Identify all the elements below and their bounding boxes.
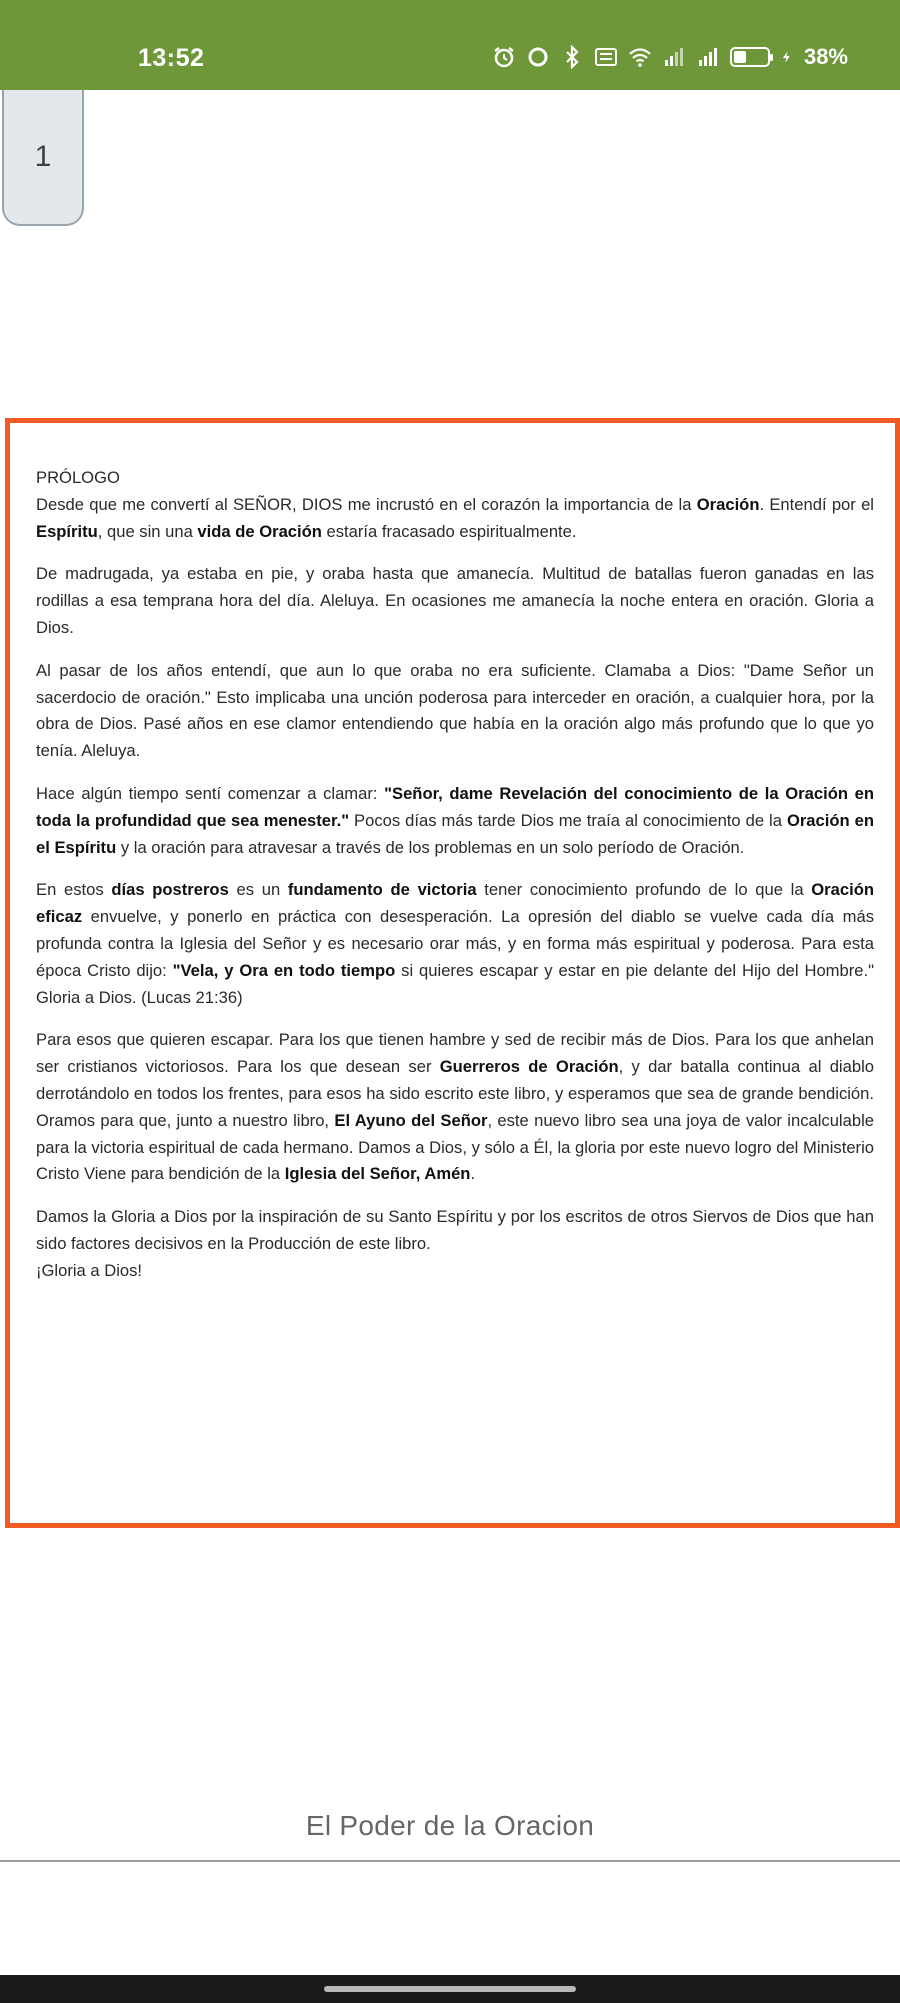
text-run: Hace algún tiempo sentí comenzar a clamar: bbox=[36, 783, 385, 803]
bold-run: "Señor, dame Revelación del conocimiento de la Oración en toda la profundidad que sea menester." bbox=[36, 783, 874, 830]
status-bar bbox=[0, 0, 900, 90]
bold-run: fundamento de victoria bbox=[287, 880, 477, 900]
closing-line: ¡Gloria a Dios! bbox=[36, 1260, 143, 1280]
text-run: , este nuevo libro sea una joya de valor incalculable para la victoria espiritual de cada hermano. Damos a Dios, y sólo a Él, la gloria por este nuevo logro del Ministerio Cristo Viene para bendición de la bbox=[36, 1110, 874, 1184]
paragraph-5 bbox=[36, 877, 874, 1011]
bold-run: Guerreros de Oración bbox=[439, 1057, 619, 1077]
text-run: si quieres escapar y estar en pie delante del Hijo del Hombre." Gloria a Dios. (Lucas 21:36) bbox=[36, 960, 874, 1007]
charging-icon bbox=[780, 45, 794, 69]
prologue-heading: PRÓLOGO bbox=[36, 468, 120, 487]
page-number: 1 bbox=[34, 140, 52, 173]
document-text bbox=[36, 465, 874, 1285]
paragraph-3: Al pasar de los años entendí, que aun lo que oraba no era suficiente. Clamaba a Dios: "Dame Señor un sacerdocio de oración." Esto implicaba una unción poderosa para interceder en oración, a cualquier hora, por la obra de Dios. Pasé años en ese clamor entendiendo que había en la oración algo más profundo que lo que yo tenía. Aleluya. bbox=[36, 660, 874, 761]
data-speed-icon bbox=[594, 45, 618, 69]
text-run: y la oración para atravesar a través de los problemas en un solo período de Oración. bbox=[116, 837, 745, 857]
bold-run: Oración en el Espíritu bbox=[36, 810, 874, 857]
status-time: 13:52 bbox=[138, 44, 205, 72]
wifi-icon bbox=[628, 45, 652, 69]
bold-run: Iglesia del Señor, Amén bbox=[284, 1164, 471, 1184]
home-gesture-handle[interactable] bbox=[324, 1986, 576, 1992]
paragraph-2: De madrugada, ya estaba en pie, y oraba hasta que amanecía. Multitud de batallas fueron ganadas en las rodillas a esa temprana hora del día. Aleluya. En ocasiones me amanecía la noche entera en oración. Gloria a Dios. bbox=[36, 564, 874, 637]
text-run: es un bbox=[228, 880, 288, 900]
text-run: envuelve, y ponerlo en práctica con desesperación. La opresión del diablo se vuelve cada día más profunda contra la Iglesia del Señor y es necesario orar más, y en forma más espiritual y poderosa. Para esta época Cristo dijo: bbox=[36, 907, 874, 980]
paragraph-6 bbox=[36, 1027, 874, 1188]
circle-icon bbox=[526, 45, 550, 69]
book-title: El Poder de la Oracion bbox=[305, 1810, 595, 1841]
text-run: Para esos que quieren escapar. Para los que tienen hambre y sed de recibir más de Dios. Para los que anhelan ser cristianos victoriosos. Para los que desean ser bbox=[36, 1030, 874, 1077]
bold-run: "Vela, y Ora en todo tiempo bbox=[172, 960, 396, 980]
text-run: Desde que me convertí al SEÑOR, DIOS me incrustó en el corazón la importancia de la bbox=[36, 494, 697, 514]
bold-run: El Ayuno del Señor bbox=[334, 1110, 488, 1130]
text-run: , que sin una bbox=[97, 521, 198, 541]
battery-icon bbox=[730, 47, 770, 67]
navigation-bar bbox=[0, 1975, 900, 2003]
text-run: tener conocimiento profundo de lo que la bbox=[476, 880, 812, 900]
text-run: . Entendí por el bbox=[759, 494, 874, 514]
text-run: En estos bbox=[36, 880, 112, 900]
bold-run: Espíritu bbox=[36, 521, 98, 541]
paragraph-4 bbox=[36, 781, 874, 861]
page-number-tab[interactable] bbox=[2, 90, 84, 226]
signal-alt-icon bbox=[662, 45, 686, 69]
text-run: , y dar batalla continua al diablo derrotándolo en todos los frentes, para esos ha sido escrito este libro, y esperamos que sea de grande bendición. Oramos para que, junto a nuestro libro, bbox=[36, 1057, 874, 1130]
divider bbox=[0, 1860, 900, 1862]
battery-percent: 38% bbox=[803, 44, 848, 69]
paragraph-1 bbox=[36, 492, 874, 546]
text-run: . bbox=[470, 1164, 476, 1184]
text-run: Pocos días más tarde Dios me traía al conocimiento de la bbox=[349, 810, 787, 830]
battery-fill bbox=[734, 51, 746, 63]
bold-run: vida de Oración bbox=[197, 521, 322, 541]
signal-icon bbox=[696, 45, 720, 69]
document-page bbox=[5, 418, 900, 1528]
alarm-icon bbox=[492, 45, 516, 69]
bold-run: días postreros bbox=[111, 880, 229, 900]
paragraph-7 bbox=[36, 1204, 874, 1284]
bold-run: Oración eficaz bbox=[36, 880, 874, 927]
text-run: estaría fracasado espiritualmente. bbox=[321, 521, 577, 541]
text-run: Damos la Gloria a Dios por la inspiración de su Santo Espíritu y por los escritos de otros Siervos de Dios que han sido factores decisivos en la Producción de este libro. bbox=[36, 1207, 874, 1253]
bluetooth-icon bbox=[560, 45, 584, 69]
status-icons bbox=[492, 44, 848, 70]
bold-run: Oración bbox=[696, 494, 760, 514]
